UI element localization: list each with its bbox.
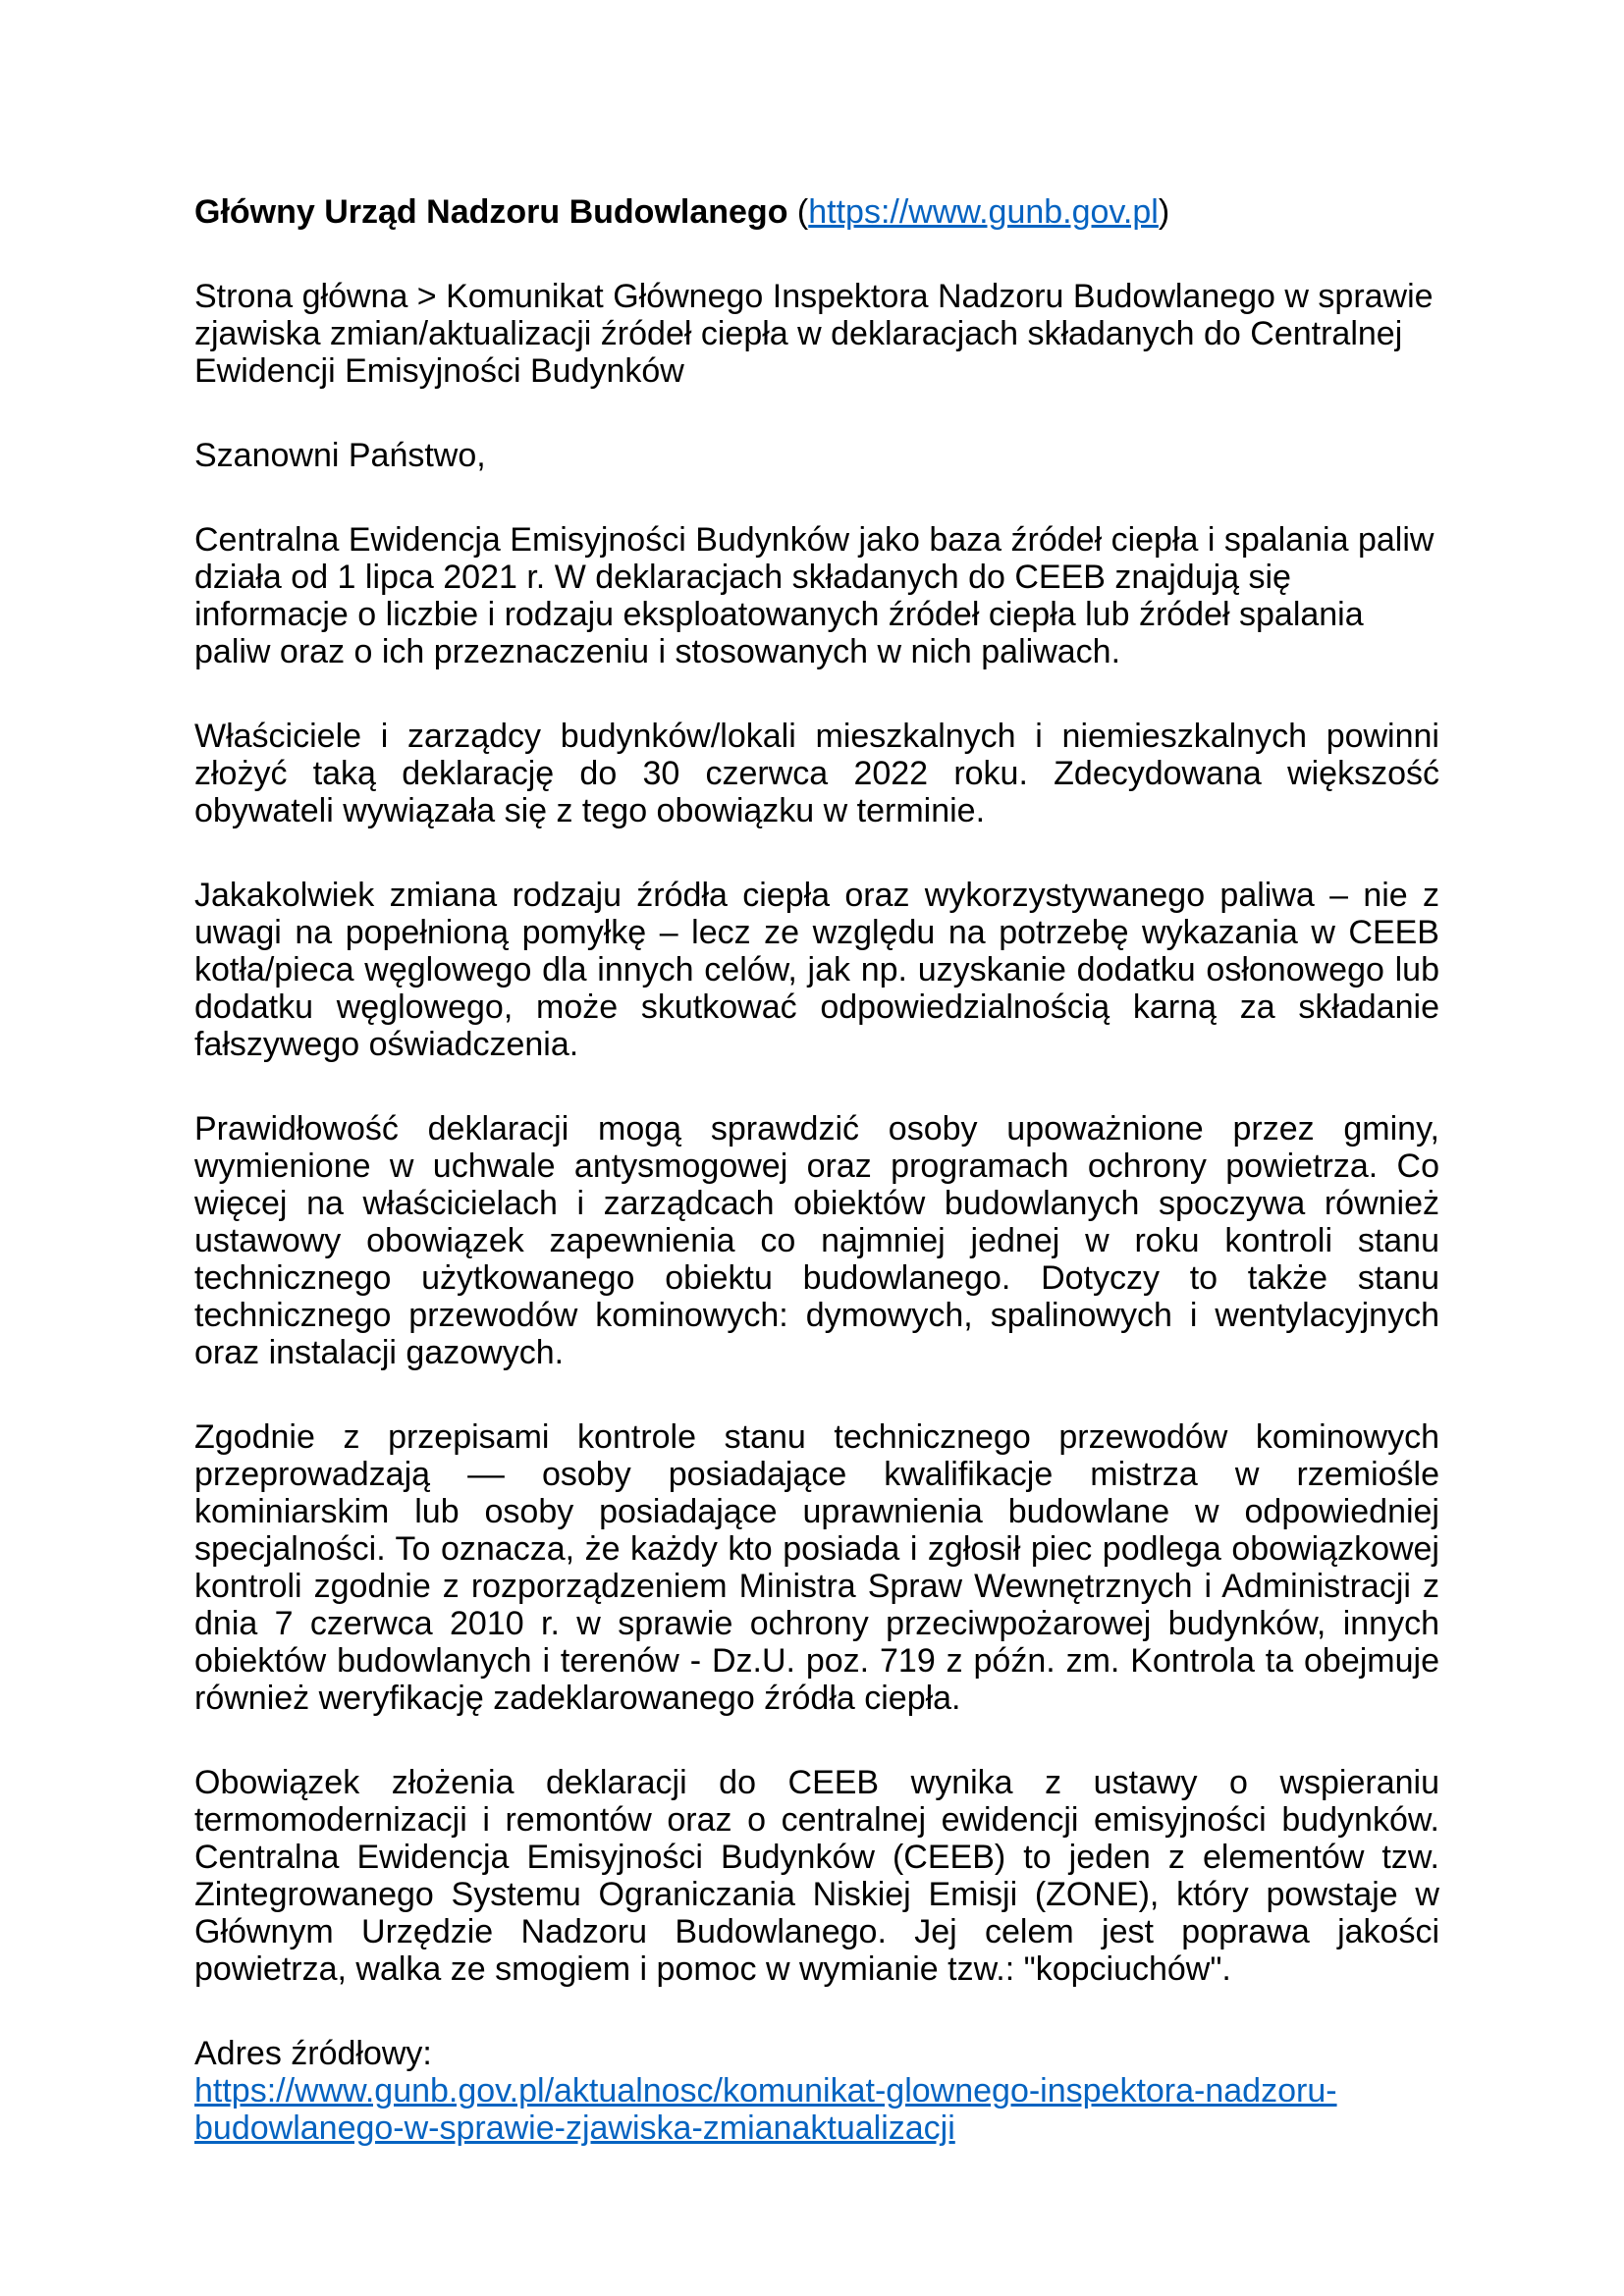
source-section	[194, 2035, 1439, 2147]
source-link-line2: budowlanego-w-sprawie-zjawiska-zmianaktualizacji	[194, 2109, 955, 2147]
greeting: Szanowni Państwo,	[194, 437, 486, 474]
source-link-line1: https://www.gunb.gov.pl/aktualnosc/komunikat-glownego-inspektora-nadzoru-	[194, 2072, 1337, 2109]
document-page	[194, 193, 1439, 2147]
breadcrumb: Strona główna > Komunikat Głównego Inspektora Nadzoru Budowlanego w sprawie zjawiska zmian/aktualizacji źródeł ciepła w deklaracjach składanych do Centralnej Ewidencji Emisyjności Budynków	[194, 278, 1434, 390]
paragraph-ceeb-intro: Centralna Ewidencja Emisyjności Budynków jako baza źródeł ciepła i spalania paliw działa od 1 lipca 2021 r. W deklaracjach składanych do CEEB znajdują się informacje o liczbie i rodzaju eksploatowanych źródeł ciepła lub źródeł spalania paliw oraz o ich przeznaczeniu i stosowanych w nich paliwach.	[194, 521, 1435, 670]
paragraph-deadline: Właściciele i zarządcy budynków/lokali mieszkalnych i niemieszkalnych powinni złożyć taką deklarację do 30 czerwca 2022 roku. Zdecydowana większość obywateli wywiązała się z tego obowiązku w terminie.	[194, 718, 1439, 829]
paragraph-legal-basis: Obowiązek złożenia deklaracji do CEEB wynika z ustawy o wspieraniu termomodernizacji i remontów oraz o centralnej ewidencji emisyjności budynków. Centralna Ewidencja Emisyjności Budynków (CEEB) to jeden z elementów tzw. Zintegrowanego Systemu Ograniczania Niskiej Emisji (ZONE), który powstaje w Głównym Urzędzie Nadzoru Budowlanego. Jej celem jest poprawa jakości powietrza, walka ze smogiem i pomoc w wymianie tzw.: "kopciuchów".	[194, 1764, 1439, 1988]
gunb-home-link[interactable]: https://www.gunb.gov.pl	[808, 193, 1159, 231]
source-link[interactable]	[194, 2072, 1337, 2147]
title-paren-open: (	[796, 193, 809, 231]
paragraph-liability: Jakakolwiek zmiana rodzaju źródła ciepła oraz wykorzystywanego paliwa – nie z uwagi na popełnioną pomyłkę – lecz ze względu na potrzebę wykazania w CEEB kotła/pieca węglowego dla innych celów, jak np. uzyskanie dodatku osłonowego lub dodatku węglowego, może skutkować odpowiedzialnością karną za składanie fałszywego oświadczenia.	[194, 877, 1439, 1063]
document-header	[194, 193, 1439, 231]
paragraph-chimney-control: Zgodnie z przepisami kontrole stanu technicznego przewodów kominowych przeprowadzają –– osoby posiadające kwalifikacje mistrza w rzemiośle kominiarskim lub osoby posiadające uprawnienia budowlane w odpowiedniej specjalności. To oznacza, że każdy kto posiada i zgłosił piec podlega obowiązkowej kontroli zgodnie z rozporządzeniem Ministra Spraw Wewnętrznych i Administracji z dnia 7 czerwca 2010 r. w sprawie ochrony przeciwpożarowej budynków, innych obiektów budowlanych i terenów - Dz.U. poz. 719 z późn. zm. Kontrola ta obejmuje również weryfikację zadeklarowanego źródła ciepła.	[194, 1418, 1439, 1717]
source-label: Adres źródłowy:	[194, 2035, 432, 2072]
document-title: Główny Urząd Nadzoru Budowlanego	[194, 193, 788, 231]
paragraph-inspection: Prawidłowość deklaracji mogą sprawdzić osoby upoważnione przez gminy, wymienione w uchwale antysmogowej oraz programach ochrony powietrza. Co więcej na właścicielach i zarządcach obiektów budowlanych spoczywa również ustawowy obowiązek zapewnienia co najmniej jednej w roku kontroli stanu technicznego użytkowanego obiektu budowlanego. Dotyczy to także stanu technicznego przewodów kominowych: dymowych, spalinowych i wentylacyjnych oraz instalacji gazowych.	[194, 1110, 1439, 1371]
title-paren-close: )	[1158, 193, 1170, 231]
